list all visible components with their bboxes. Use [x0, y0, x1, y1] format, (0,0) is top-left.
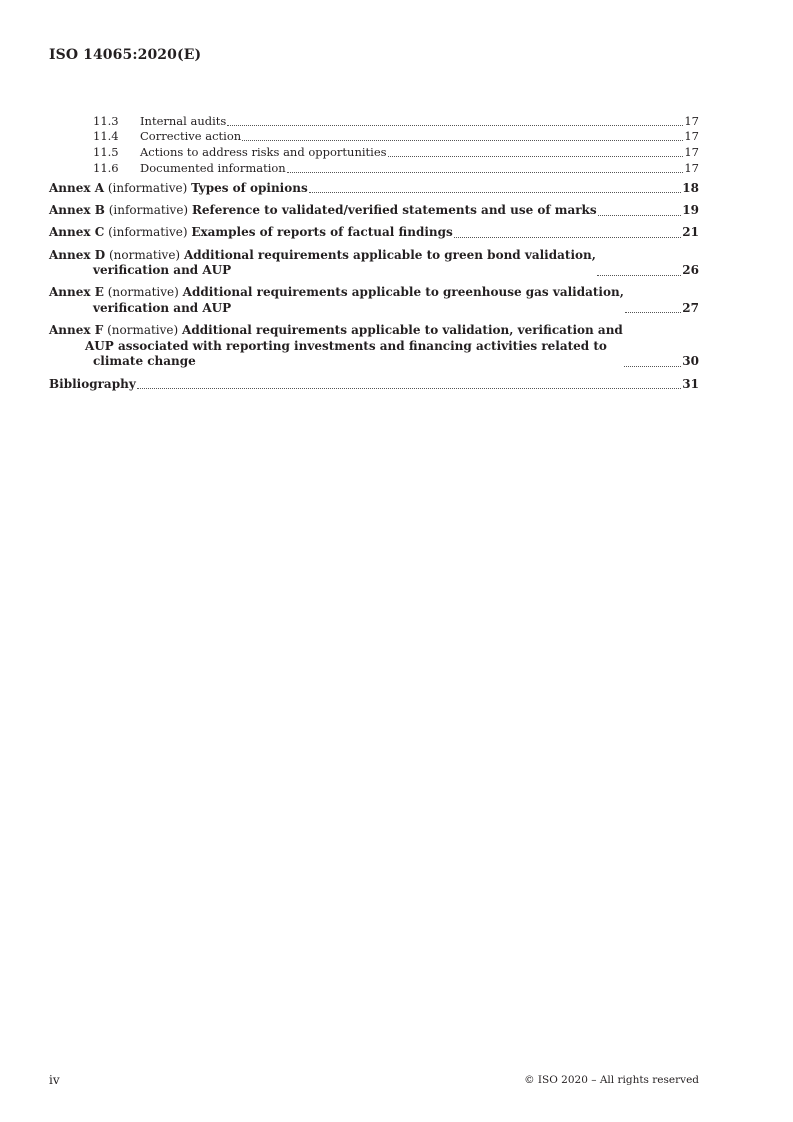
- toc-entry-title: Documented information: [140, 160, 286, 175]
- annex-title-line-1: Additional requirements applicable to green bond validation,: [183, 247, 596, 262]
- annex-label: Annex E: [49, 285, 104, 300]
- dot-leader: [227, 125, 683, 126]
- annex-label: Annex D: [49, 247, 106, 262]
- dot-leader: [625, 312, 681, 313]
- annex-label: Annex A: [49, 180, 105, 195]
- toc-entry-page: 27: [682, 300, 699, 315]
- annex-kind: (normative): [107, 323, 179, 338]
- annex-title: Reference to validated/verified statements and use of marks: [191, 203, 597, 218]
- toc-entry-number: 11.5: [93, 145, 119, 160]
- dot-leader: [598, 215, 682, 216]
- footer-copyright: © ISO 2020 – All rights reserved: [524, 1074, 699, 1086]
- toc-entry-title: [49, 248, 596, 279]
- footer-page-number: iv: [49, 1073, 60, 1087]
- annex-kind: (normative): [108, 247, 181, 262]
- toc-entry-annex-f[interactable]: [49, 323, 699, 370]
- annex-kind: (normative): [107, 285, 179, 300]
- toc-entry-annex-a[interactable]: [49, 181, 699, 197]
- toc-entry-page: 17: [684, 113, 699, 128]
- annex-label: Annex F: [49, 323, 104, 338]
- toc-entry-page: 31: [682, 376, 699, 391]
- toc-entry-title: [49, 203, 597, 219]
- toc-entry-page: 17: [684, 129, 699, 144]
- toc-entry-title: Actions to address risks and opportunities: [140, 145, 387, 160]
- annex-title-line-2: AUP associated with reporting investments and financing activities related to: [85, 338, 607, 353]
- toc-entry-number: 11.4: [93, 129, 119, 144]
- toc-entry-title: [49, 285, 624, 316]
- dot-leader: [137, 388, 682, 389]
- toc-entry-title: Bibliography: [49, 376, 136, 391]
- toc-entry-number: 11.6: [93, 160, 119, 175]
- toc-entry-page: 21: [682, 225, 699, 240]
- toc-entry-page: 17: [684, 160, 699, 175]
- toc-entry-number: 11.3: [93, 113, 119, 128]
- toc-entry-title: Corrective action: [140, 129, 242, 144]
- annex-title-line-2: verification and AUP: [93, 263, 232, 278]
- annex-title-line-3: climate change: [93, 354, 196, 369]
- annex-label: Annex C: [49, 225, 105, 240]
- toc-entry-page: 18: [682, 180, 699, 195]
- toc-entry-annex-b[interactable]: [49, 203, 699, 219]
- toc-entry-annex-e[interactable]: [49, 285, 699, 316]
- annex-kind: (informative): [108, 225, 188, 240]
- annex-title-line-1: Additional requirements applicable to validation, verification and: [182, 323, 623, 338]
- toc-entry-11-6[interactable]: [49, 160, 699, 176]
- dot-leader: [597, 275, 681, 276]
- annex-title-line-1: Additional requirements applicable to greenhouse gas validation,: [182, 285, 624, 300]
- toc-entry-annex-d[interactable]: [49, 248, 699, 279]
- page-header-standard: ISO 14065:2020(E): [49, 47, 202, 63]
- toc-entry-11-3[interactable]: [49, 113, 699, 129]
- annex-title-line-2: verification and AUP: [93, 300, 232, 315]
- toc-entry-page: 26: [682, 263, 699, 278]
- toc-entry-title: [49, 323, 623, 370]
- toc-entry-title: [49, 181, 308, 197]
- annex-label: Annex B: [49, 203, 105, 218]
- dot-leader: [624, 366, 681, 367]
- toc-entry-title: [49, 225, 453, 241]
- toc-entry-page: 17: [684, 145, 699, 160]
- dot-leader: [287, 172, 684, 173]
- toc-entry-bibliography[interactable]: [49, 377, 699, 393]
- annex-kind: (informative): [108, 203, 189, 218]
- dot-leader: [454, 237, 682, 238]
- annex-title: Examples of reports of factual findings: [191, 225, 453, 240]
- toc-entry-page: 19: [682, 203, 699, 218]
- annex-kind: (informative): [107, 180, 188, 195]
- dot-leader: [388, 156, 684, 157]
- dot-leader: [242, 140, 683, 141]
- toc-entry-page: 30: [682, 354, 699, 369]
- toc-entry-11-5[interactable]: [49, 144, 699, 160]
- table-of-contents: [49, 113, 699, 392]
- dot-leader: [309, 192, 682, 193]
- toc-entry-title: Internal audits: [140, 113, 227, 128]
- toc-entry-annex-c[interactable]: [49, 225, 699, 241]
- toc-entry-11-4[interactable]: [49, 129, 699, 145]
- annex-title: Types of opinions: [191, 180, 308, 195]
